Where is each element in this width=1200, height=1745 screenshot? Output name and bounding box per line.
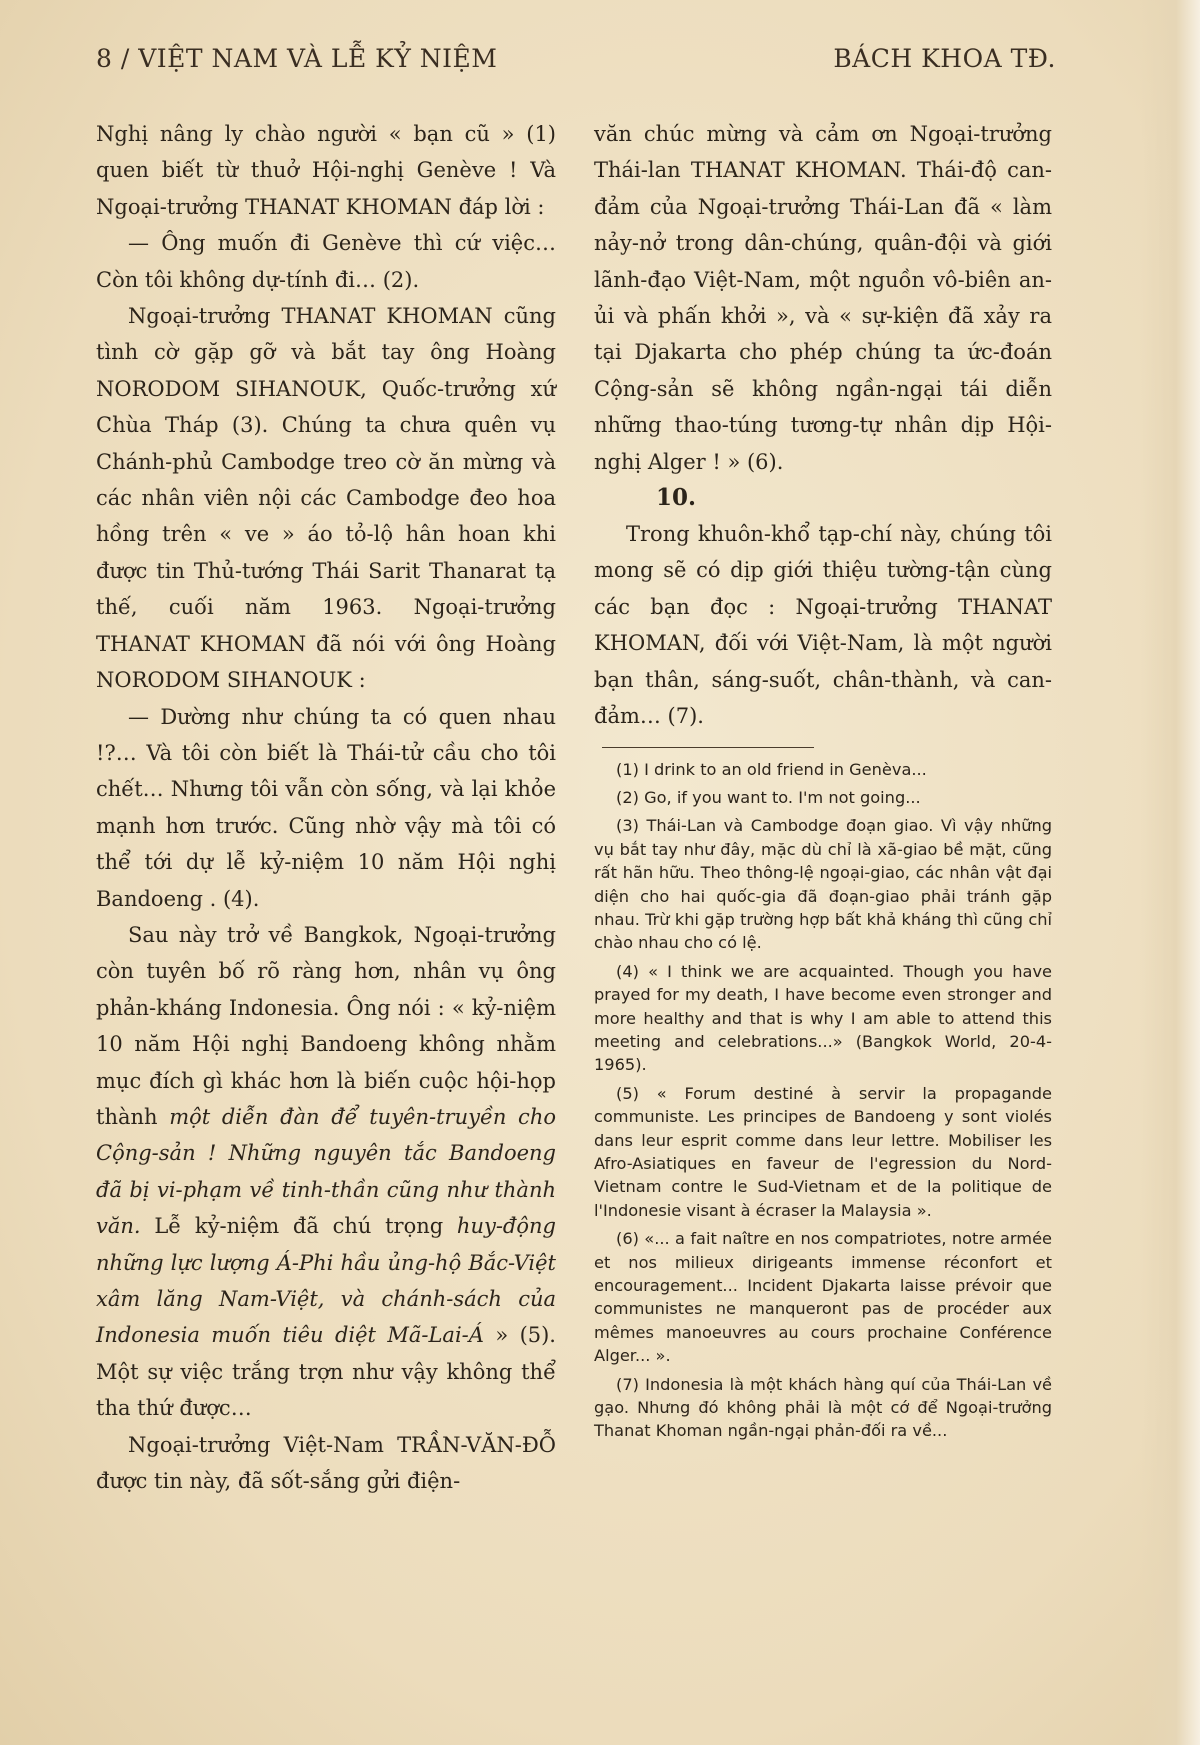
paragraph: Nghị nâng ly chào người « bạn cũ » (1) quen biết từ thuở Hội-nghị Genève ! Và Ngoại-trưởng THANAT KHOMAN đáp lời : [96,122,556,219]
section-number: 10. [656,484,697,512]
footnote: (4) « I think we are acquainted. Though you have prayed for my death, I have become even stronger and more healthy and that is why I am able to attend this meeting and celebrations...» (Bangkok World, 20-4-1965). [594,961,1052,1075]
footnote-rule [602,747,814,748]
footnote: (7) Indonesia là một khách hàng quí của Thái-Lan về gạo. Nhưng đó không phải là một cớ để Ngoại-trưởng Thanat Khoman ngần-ngại phản-đối ra về... [594,1374,1052,1441]
running-title: 8 / VIỆT NAM VÀ LỄ KỶ NIỆM [96,44,498,73]
footnote: (5) « Forum destiné à servir la propagande communiste. Les principes de Bandoeng y sont violés dans leur esprit comme dans leur lettre. Mobiliser les Afro-Asiatiques en faveur de l'egression du Nord-Vietnam contre le Sud-Vietnam et de la politique de l'Indonesie visant à écraser la Malaysia ». [594,1083,1052,1220]
magazine-name: BÁCH KHOA TĐ. [833,44,1056,73]
footnote: (1) I drink to an old friend in Genèva... [616,759,927,779]
dialogue-paragraph: — Ông muốn đi Genève thì cứ việc… Còn tôi không dự-tính đi… (2). [96,231,556,292]
text-run: » (5). Một sự việc trắng trợn như vậy không thể tha thứ được… [96,1323,556,1421]
footnote: (2) Go, if you want to. I'm not going... [616,787,921,807]
italic-quote: huy-động những lực lượng Á-Phi [96,1214,556,1275]
right-column [594,116,1052,1448]
dialogue-paragraph: — Dường như chúng ta có quen nhau !?… Và tôi còn biết là Thái-tử cầu cho tôi chết… Nhưng tôi vẫn còn sống, và lại khỏe mạnh hơn trước. Cũng nhờ vậy mà tôi có thể tới dự lễ kỷ-niệm 10 năm Hội nghị Bandoeng . (4). [96,704,556,911]
text-run: Sau này trở về Bangkok, Ngoại-trưởng còn tuyên bố rõ ràng hơn, nhân vụ ông phản-kháng Indonesia. Ông nói : « kỷ-niệm 10 năm Hội nghị Bandoeng không nhằm mục đích gì khác hơn là biến cuộc hội-họp thành [96,922,556,1129]
torn-page-edge [1140,0,1200,1745]
paragraph: Ngoại-trưởng THANAT KHOMAN cũng tình cờ gặp gỡ và bắt tay ông Hoàng NORODOM SIHANOUK, Quốc-trưởng xứ Chùa Tháp (3). Chúng ta chưa quên vụ Chánh-phủ Cambodge treo cờ ăn mừng và các nhân viên nội các Cambodge đeo hoa hồng trên « ve » áo tỏ-lộ hân hoan khi được tin Thủ-tướng Thái Sarit Thanarat tạ thế, cuối năm 1963. Ngoại-trưởng THANAT KHOMAN đã nói với ông Hoàng NORODOM SIHANOUK : [96,304,556,693]
italic-quote: một diễn đàn để tuyên-truyền cho Cộng-sản ! Những nguyên tắc Bandoeng đã bị vi-phạm về tinh-thần cũng như thành văn. [96,1104,556,1239]
footnotes [594,758,1052,1443]
text-run: Lễ kỷ-niệm đã chú trọng [140,1214,457,1239]
paragraph: văn chúc mừng và cảm ơn Ngoại-trưởng Thái-lan THANAT KHOMAN. Thái-độ can-đảm của Ngoại-trưởng Thái-Lan đã « làm nảy-nở trong dân-chúng, quân-đội và giới lãnh-đạo Việt-Nam, một nguồn vô-biên an-ủi và phấn khởi », và « sự-kiện đã xảy ra tại Djakarta cho phép chúng ta ức-đoán Cộng-sản sẽ không ngần-ngại tái diễn những thao-túng tương-tự nhân dịp Hội-nghị Alger ! » (6). [594,122,1052,474]
paragraph: Trong khuôn-khổ tạp-chí này, chúng tôi mong sẽ có dịp giới thiệu tường-tận cùng các bạn đọc : Ngoại-trưởng THANAT KHOMAN, đối với Việt-Nam, là một người bạn thân, sáng-suốt, chân-thành, và can-đảm… (7). [594,522,1052,729]
italic-quote: hầu ủng-hộ Bắc-Việt xâm lăng Nam-Việt, và chánh-sách của Indonesia muốn tiêu diệt Mã-Lai-Á [96,1250,556,1348]
paragraph: Ngoại-trưởng Việt-Nam TRẦN-VĂN-ĐỖ được tin này, đã sốt-sắng gửi điện- [96,1432,556,1494]
footnote: (6) «... a fait naître en nos compatriotes, notre armée et nos milieux dirigeants immense réconfort et encouragement... Incident Djakarta laisse prévoir que communistes ne manqueront pas de procéder aux mêmes manoeuvres au cours prochaine Conférence Alger... ». [594,1229,1052,1366]
left-column [96,116,556,1499]
footnote: (3) Thái-Lan và Cambodge đoạn giao. Vì vậy những vụ bắt tay như đây, mặc dù chỉ là xã-giao bề mặt, cũng rất hãn hữu. Theo thông-lệ ngoại-giao, các nhân vật đại diện cho hai quốc-gia đã đoạn-giao phải tránh gặp nhau. Trừ khi gặp trường hợp bất khả kháng thì cũng chỉ chào nhau cho có lệ. [594,816,1052,953]
paragraph-with-quote [96,917,556,1427]
